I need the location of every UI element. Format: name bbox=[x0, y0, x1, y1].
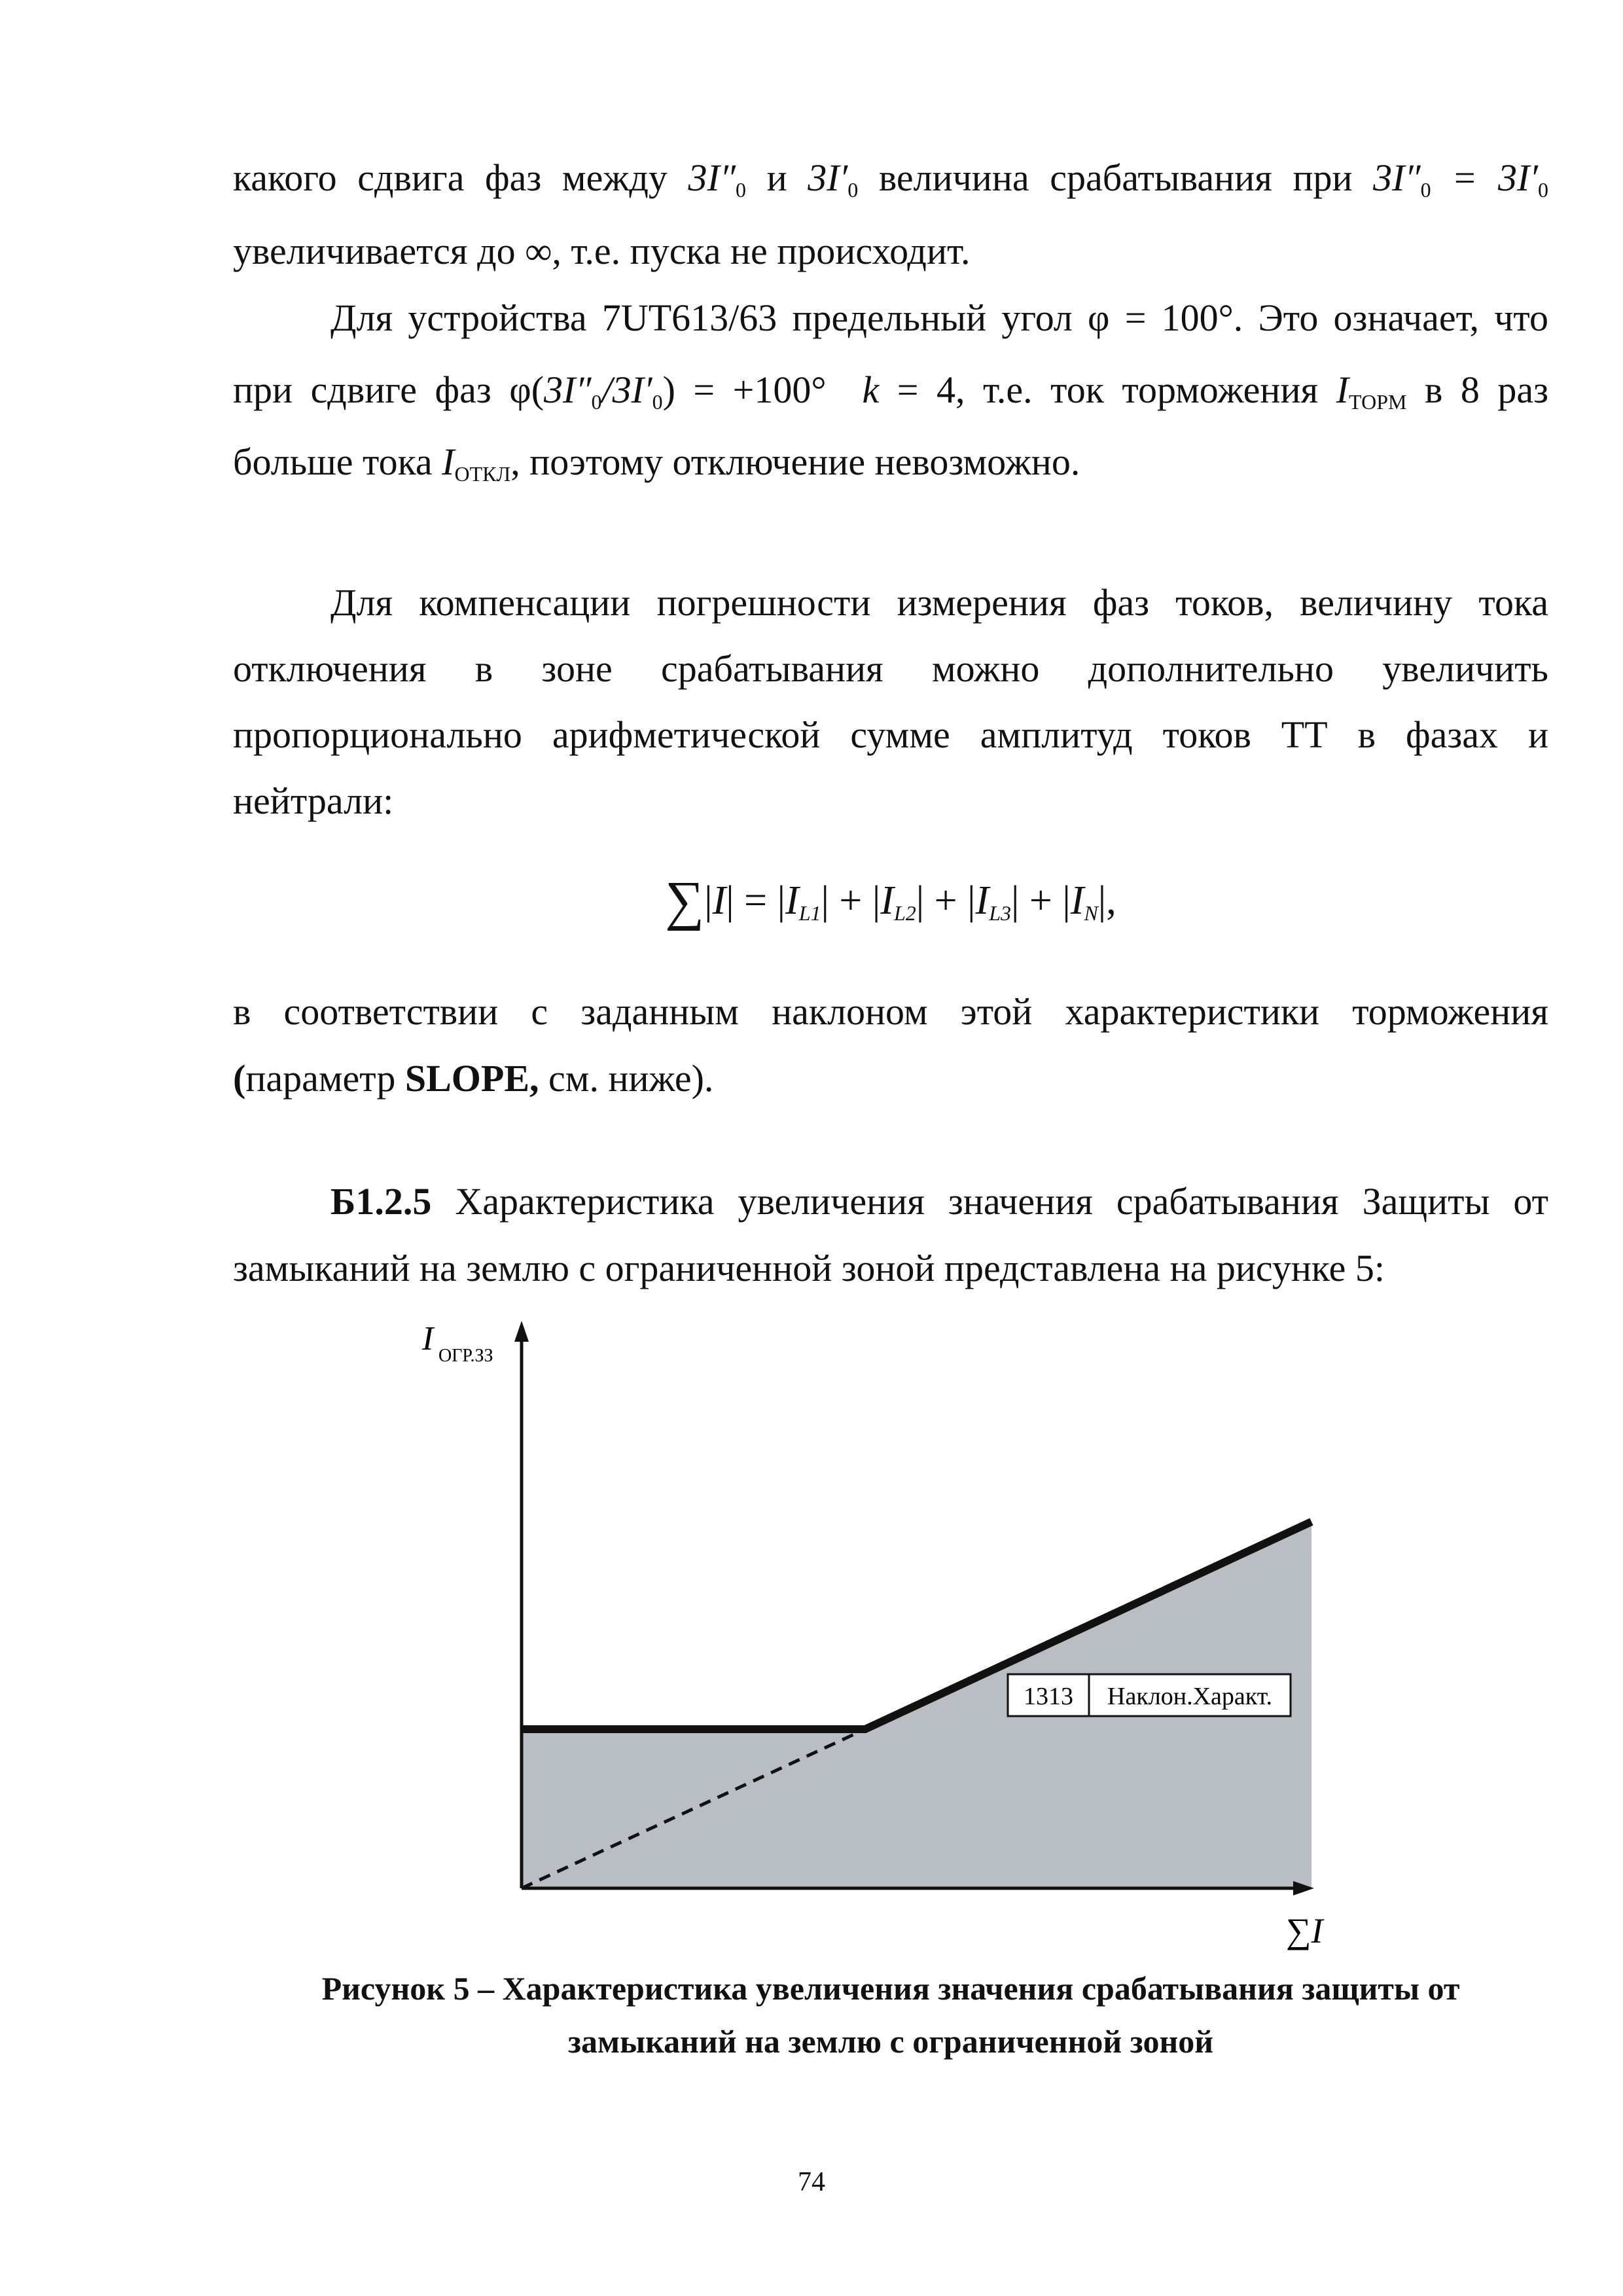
section-heading-line2: замыканий на землю с ограниченной зоной представлена на рисунке 5: bbox=[233, 1247, 1385, 1289]
paragraph3-line2: отключения в зоне срабатывания можно дополнительно увеличить bbox=[233, 647, 1548, 690]
characteristic-figure bbox=[0, 1309, 1623, 1964]
param-name: Наклон.Характ. bbox=[1107, 1683, 1272, 1710]
paragraph2-line1: Для устройства 7UT613/63 предельный угол φ = 100°. Это означает, что bbox=[330, 296, 1548, 339]
param-word: параметр bbox=[245, 1057, 405, 1100]
paren-close: см. ниже). bbox=[539, 1057, 714, 1100]
paren-open: ( bbox=[233, 1057, 246, 1100]
paragraph3-line4: нейтрали: bbox=[233, 780, 394, 822]
paragraph4-line2 bbox=[233, 1055, 1548, 1102]
figure-caption-line1: Рисунок 5 – Характеристика увеличения значения срабатывания защиты от bbox=[321, 1970, 1460, 2007]
paragraph3-line3: пропорционально арифметической сумме амплитуд токов ТТ в фазах и bbox=[233, 713, 1548, 756]
paragraph4-line1: в соответствии с заданным наклоном этой характеристики торможения bbox=[233, 990, 1548, 1033]
figure-caption-line2: замыканий на землю с ограниченной зоной bbox=[567, 2023, 1214, 2060]
y-axis-label: I bbox=[422, 1320, 434, 1357]
section-heading-line1 bbox=[330, 1178, 1548, 1225]
param-id: 1313 bbox=[1024, 1683, 1073, 1710]
y-axis-arrow bbox=[514, 1321, 529, 1342]
page-number: 74 bbox=[798, 2167, 825, 2197]
section-title: Характеристика увеличения значения срабатывания Защиты от bbox=[455, 1180, 1548, 1223]
slope-param: SLOPE, bbox=[404, 1057, 539, 1100]
paragraph1-line2: увеличивается до ∞, т.е. пуска не происходит. bbox=[233, 230, 971, 272]
sum-formula: $\sum|I| = |I_{L1}| + |I_{L2}| + |I_{L3}| + |I_N|$, bbox=[665, 870, 1116, 931]
y-axis-label-sub: ОГР.ЗЗ bbox=[438, 1346, 493, 1366]
x-axis-label: ∑I bbox=[1286, 1911, 1323, 1950]
paragraph2-line2: при сдвиге фаз $\varphi(3I''_0/3I'_0) = +100^\circ$ k = 4, т.е. ток торможения $I_{ТОРМ}$ в 8 раз bbox=[233, 368, 1548, 414]
section-number: Б1.2.5 bbox=[330, 1180, 432, 1223]
paragraph1-line1: какого сдвига фаз между $3I''_0$ и $3I'_0$ величина срабатывания при $3I''_0 = 3I'_0$ bbox=[233, 156, 1548, 202]
paragraph2-line3: больше тока $I_{ОТКЛ}$, поэтому отключение невозможно. bbox=[233, 440, 1080, 486]
paragraph3-line1: Для компенсации погрешности измерения фаз токов, величину тока bbox=[330, 581, 1548, 624]
